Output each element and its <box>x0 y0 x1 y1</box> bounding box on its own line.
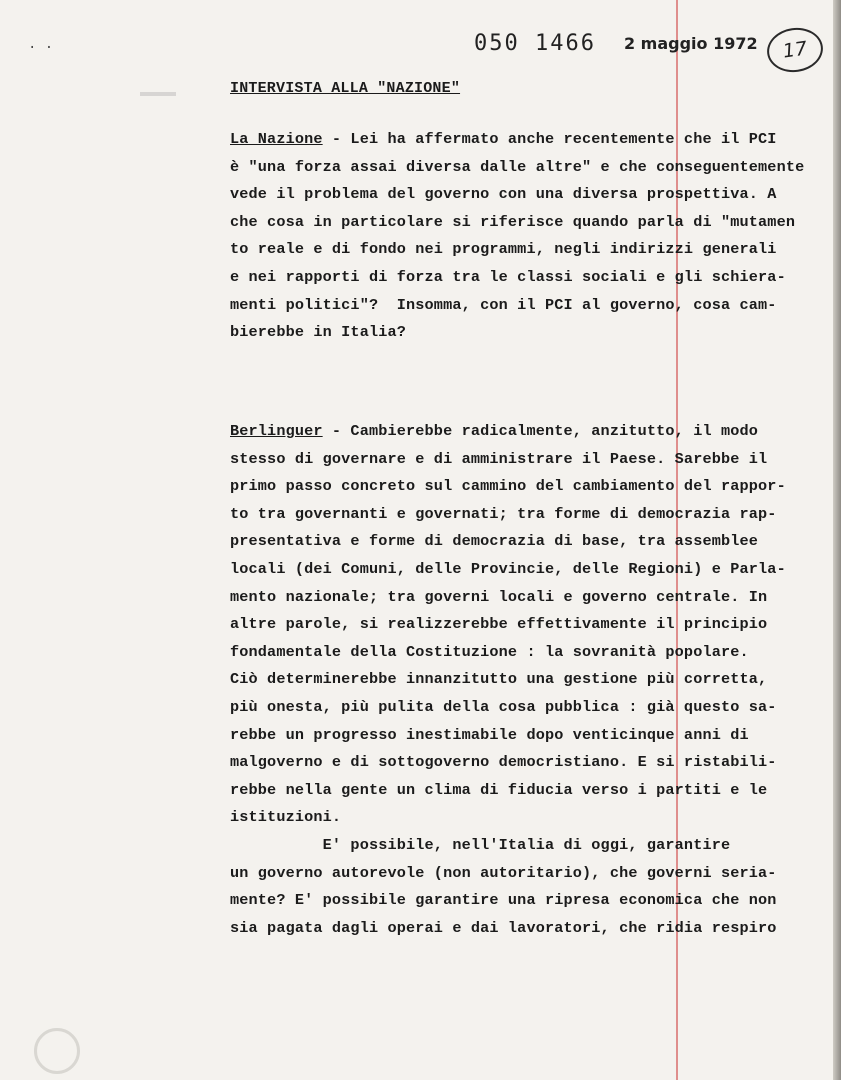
answer-line: primo passo concreto sul cammino del cambiamento del rappor- <box>230 477 786 496</box>
question-line: menti politici"? Insomma, con il PCI al governo, cosa cam- <box>230 295 777 314</box>
answer-line: to tra governanti e governati; tra forme di democrazia rap- <box>230 504 777 523</box>
answer-speaker: Berlinguer <box>230 422 323 440</box>
question-line: - Lei ha affermato anche recentemente che il PCI <box>322 130 777 148</box>
answer-paragraph <box>230 418 820 942</box>
question-speaker: La Nazione <box>230 130 323 148</box>
question-line: bierebbe in Italia? <box>230 323 407 342</box>
question-line: vede il problema del governo con una diversa prospettiva. A <box>230 185 777 204</box>
answer-line: un governo autorevole (non autoritario), che governi seria- <box>230 863 777 882</box>
answer-line: Ciò determinerebbe innanzitutto una gestione più corretta, <box>230 670 768 689</box>
answer-line: più onesta, più pulita della cosa pubblica : già questo sa- <box>230 697 777 716</box>
corner-mark: · · <box>28 40 54 56</box>
answer-line: mento nazionale; tra governi locali e governo centrale. In <box>230 587 768 606</box>
answer-line: istituzioni. <box>230 808 342 827</box>
answer-line: fondamentale della Costituzione : la sovranità popolare. <box>230 642 749 661</box>
answer-line: sia pagata dagli operai e dai lavoratori, che ridia respiro <box>230 918 777 937</box>
question-line: è "una forza assai diversa dalle altre" e che conseguentemente <box>230 157 805 176</box>
document-title: INTERVISTA ALLA "NAZIONE" <box>230 80 461 97</box>
archive-watermark <box>0 990 80 1080</box>
answer-line: locali (dei Comuni, delle Provincie, delle Regioni) e Parla- <box>230 559 786 578</box>
answer-line: rebbe un progresso inestimabile dopo venticinque anni di <box>230 725 749 744</box>
document-date: 2 maggio 1972 <box>623 33 758 53</box>
answer-line: presentativa e forme di democrazia di base, tra assemblee <box>230 532 759 551</box>
page-number-stamp: 17 <box>764 24 826 75</box>
document-number: 050 1466 <box>474 30 596 56</box>
answer-line: mente? E' possibile garantire una ripresa economica che non <box>230 891 777 910</box>
answer-line: altre parole, si realizzerebbe effettivamente il principio <box>230 615 768 634</box>
question-paragraph <box>230 126 820 347</box>
answer-line: malgoverno e di sottogoverno democristiano. E si ristabili- <box>230 753 777 772</box>
answer-line: stesso di governare e di amministrare il Paese. Sarebbe il <box>230 449 768 468</box>
page-edge <box>833 0 841 1080</box>
answer-line: rebbe nella gente un clima di fiducia verso i partiti e le <box>230 780 768 799</box>
document-header <box>474 28 758 58</box>
answer-line: - Cambierebbe radicalmente, anzitutto, il modo <box>322 422 759 440</box>
watermark-circle <box>34 1028 80 1074</box>
answer-line: E' possibile, nell'Italia di oggi, garantire <box>230 835 731 854</box>
faint-mark <box>140 92 176 96</box>
question-line: che cosa in particolare si riferisce quando parla di "mutamen <box>230 212 796 231</box>
question-line: to reale e di fondo nei programmi, negli indirizzi generali <box>230 240 777 259</box>
question-line: e nei rapporti di forza tra le classi sociali e gli schiera- <box>230 267 786 286</box>
